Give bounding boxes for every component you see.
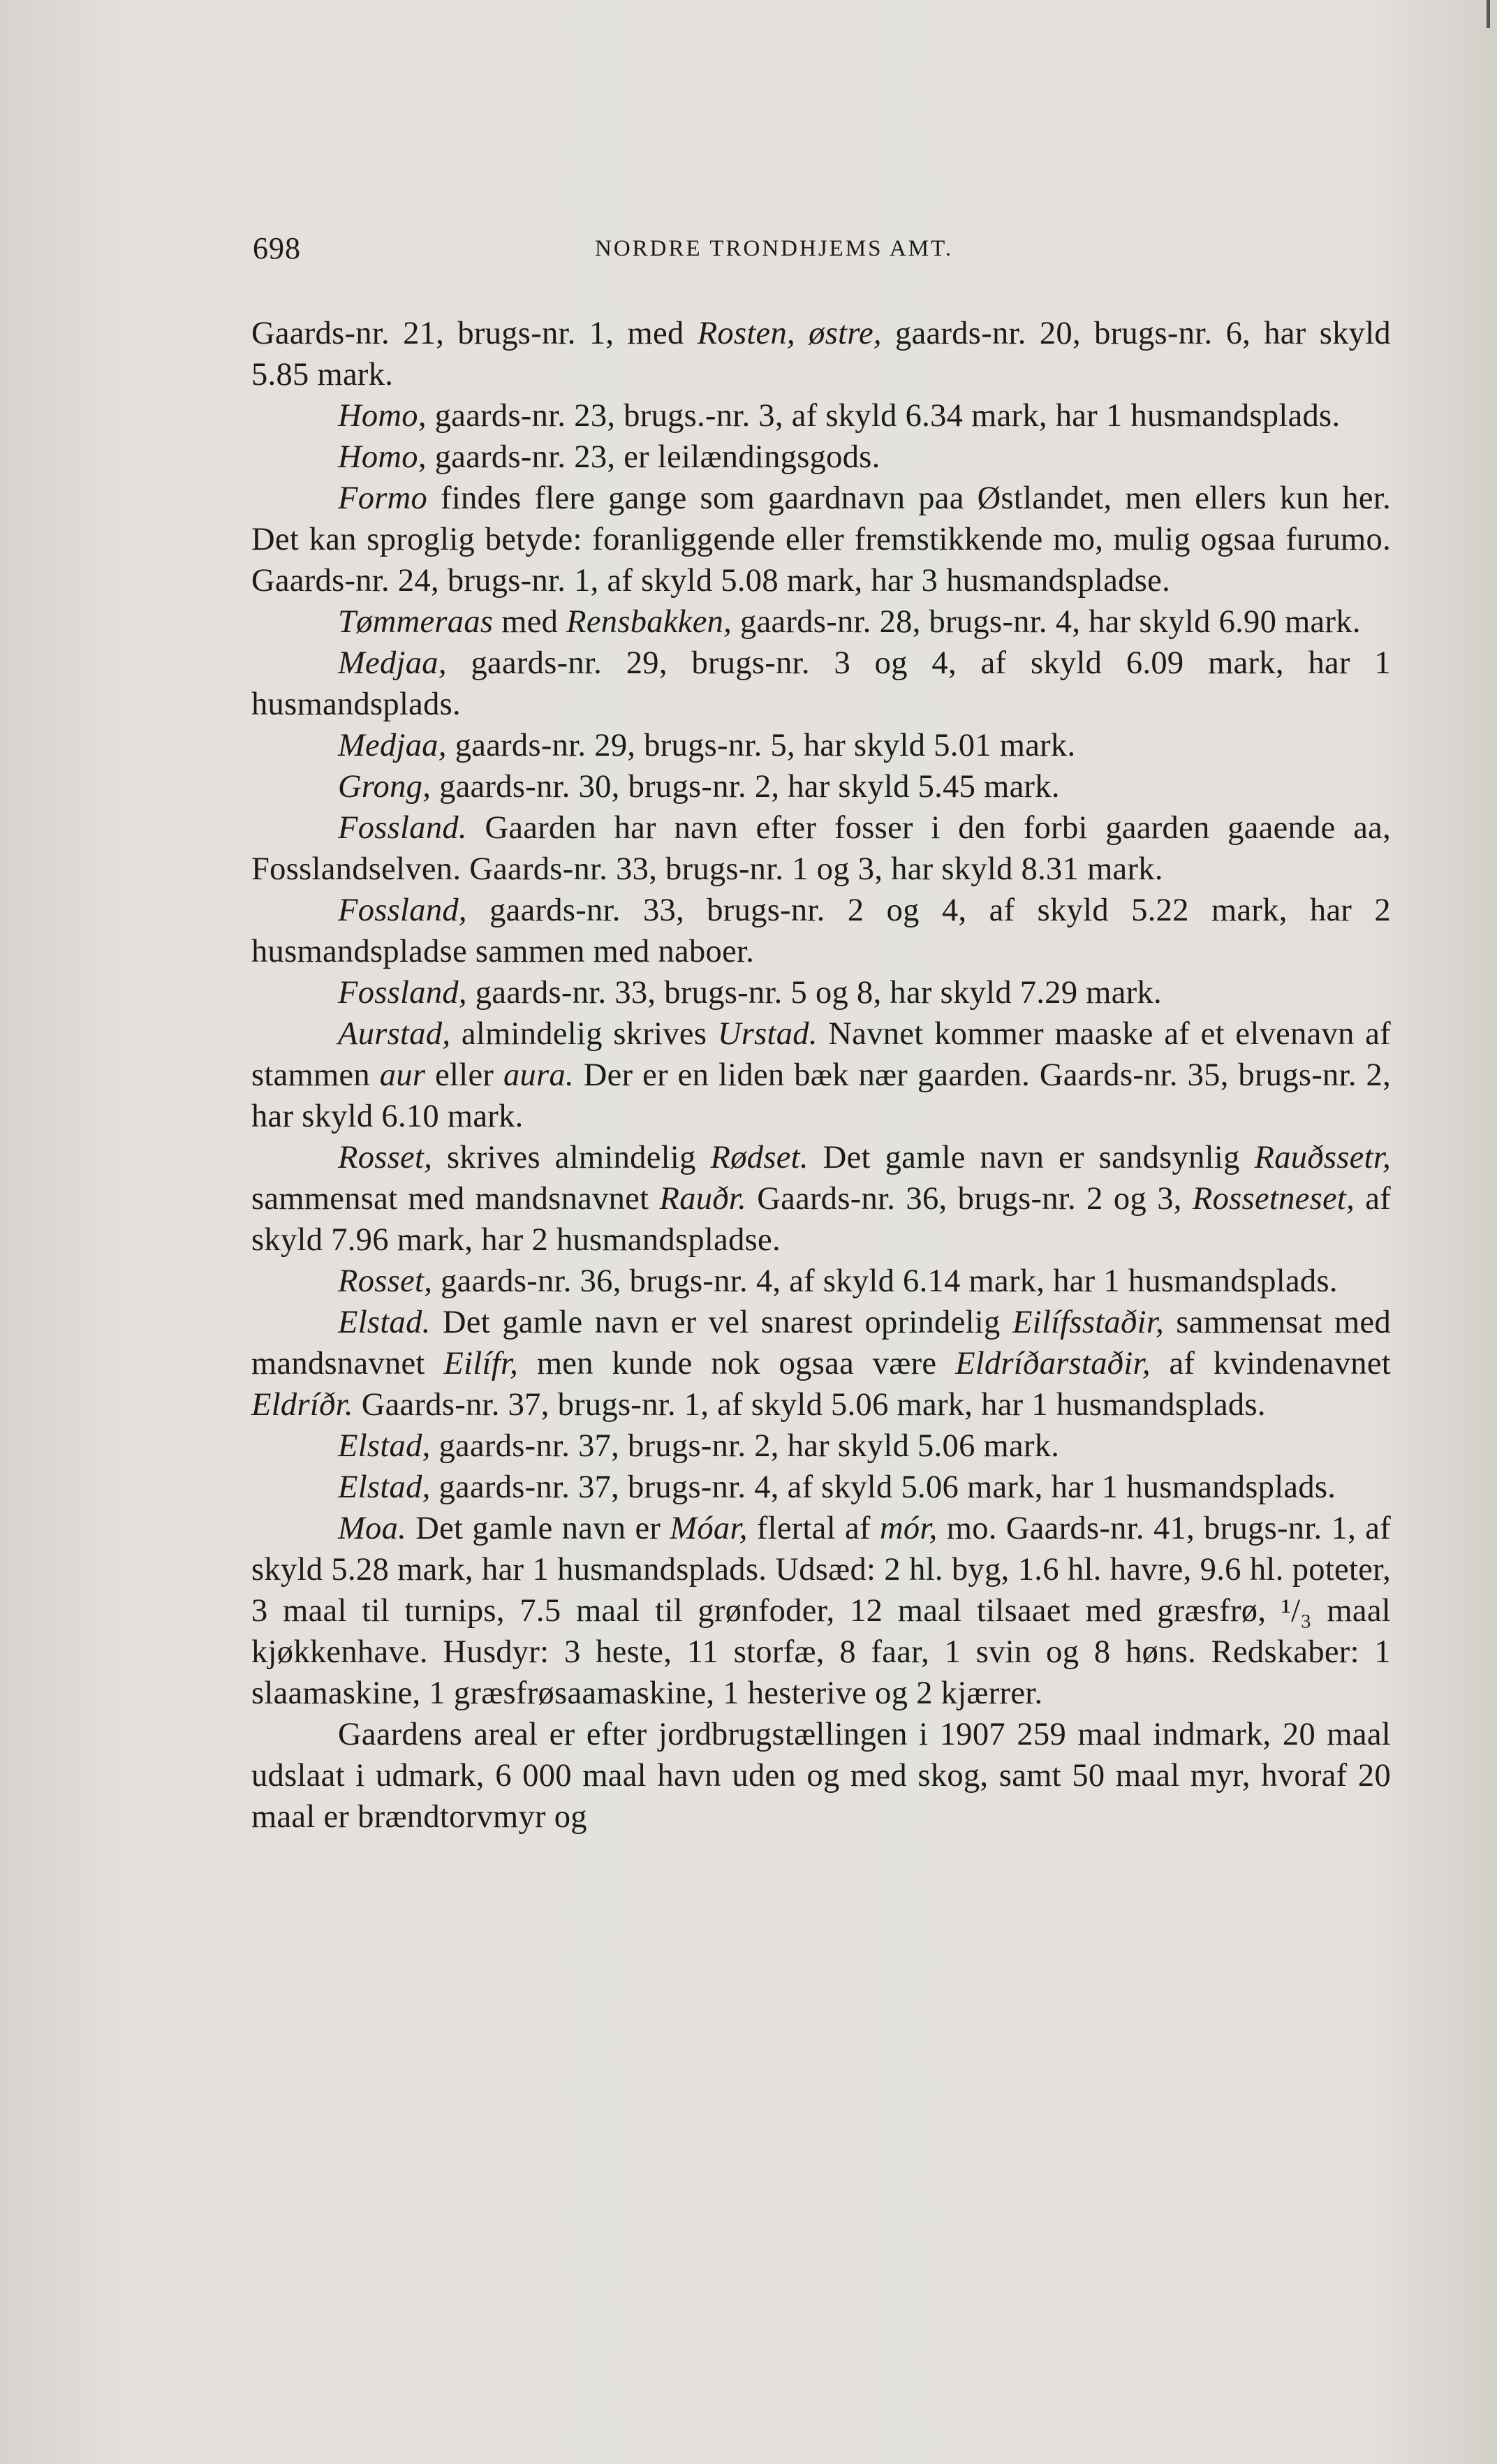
text-run: men kunde nok ogsaa være (518, 1346, 956, 1381)
italic-term: Elstad. (338, 1305, 431, 1340)
italic-term: Rødset. (710, 1140, 809, 1175)
text-run: Gaardens areal er efter jordbrugstællingen i 1907 259 maal indmark, 20 maal udslaat i udmark, 6 000 maal havn uden og med skog, samt 50 maal myr, hvoraf 20 maal er brændtorvmyr og (251, 1717, 1391, 1835)
italic-term: Grong, (338, 769, 432, 805)
italic-term: Rensbakken, (566, 604, 732, 640)
paragraph (251, 807, 1391, 890)
paragraph (251, 1508, 1391, 1714)
text-run: af skyld 7.96 mark, har 2 husmandspladse. (251, 1181, 1392, 1258)
italic-term: Rosten, østre, (697, 316, 882, 351)
italic-term: Rosset, (338, 1140, 433, 1175)
text-run: almindelig skrives (450, 1016, 718, 1052)
text-run: mo. Gaards-nr. 41, brugs-nr. 1, af skyld 5.28 mark, har 1 husmandsplads. Udsæd: 2 hl. byg, 1.6 hl. havre, 9.6 hl. poteter, 3 maal til turnips, 7.5 maal til grønfoder, 12 maal tilsaaet med græsfrø, ¹/₃ maal kjøkkenhave. Husdyr: 3 heste, 11 storfæ, 8 faar, 1 svin og 8 høns. Redskaber: 1 slaamaskine, 1 græsfrøsaamaskine, 1 hesterive og 2 kjærrer. (251, 1511, 1392, 1711)
paragraph (251, 395, 1391, 437)
text-run: Gaarden har navn efter fosser i den forbi gaarden gaaende aa, Fosslandselven. Gaards-nr. 33, brugs-nr. 1 og 3, har skyld 8.31 mark. (251, 810, 1391, 887)
italic-term: Elstad, (338, 1469, 431, 1505)
text-run: gaards-nr. 28, brugs-nr. 4, har skyld 6.90 mark. (732, 604, 1361, 640)
italic-term: Fossland, (338, 975, 467, 1011)
italic-term: Formo (338, 481, 428, 516)
paragraph (251, 1261, 1391, 1302)
paragraph (251, 1467, 1391, 1508)
scan-edge-mark (1487, 0, 1490, 28)
text-run: gaards-nr. 37, brugs-nr. 4, af skyld 5.06 mark, har 1 husmandsplads. (430, 1469, 1336, 1505)
page-number: 698 (253, 231, 301, 265)
page-header (253, 230, 1399, 272)
paragraph (251, 725, 1391, 766)
italic-term: Tømmeraas (338, 604, 494, 640)
text-run: eller (425, 1057, 503, 1093)
text-run: gaards-nr. 30, brugs-nr. 2, har skyld 5.45 mark. (431, 769, 1060, 805)
italic-term: Rauðr. (659, 1181, 747, 1217)
italic-term: aur (379, 1057, 426, 1093)
italic-term: Moa. (338, 1511, 407, 1546)
italic-term: Eilífsstaðir, (1012, 1305, 1165, 1340)
italic-term: Móar, (670, 1511, 748, 1546)
paragraph (251, 1302, 1391, 1425)
italic-term: Fossland. (338, 810, 467, 846)
text-run: flertal af (747, 1511, 880, 1546)
text-run: skrives almindelig (432, 1140, 711, 1175)
paragraph (251, 1013, 1391, 1137)
italic-term: Rossetneset, (1192, 1181, 1355, 1217)
italic-term: Fossland, (338, 893, 467, 928)
running-title: NORDRE TRONDHJEMS AMT. (595, 236, 954, 261)
text-run: Navnet kommer maaske af et elvenavn af stammen (251, 1016, 1392, 1093)
italic-term: Homo, (338, 398, 427, 434)
text-run: Gaards-nr. 21, brugs-nr. 1, med (251, 316, 698, 351)
italic-term: Elstad, (338, 1428, 431, 1464)
paragraph (251, 1425, 1391, 1467)
text-run: Det gamle navn er (406, 1511, 670, 1546)
text-run: Gaards-nr. 37, brugs-nr. 1, af skyld 5.06 mark, har 1 husmandsplads. (353, 1387, 1266, 1423)
italic-term: Medjaa, (338, 645, 447, 681)
text-run: gaards-nr. 23, er leilændingsgods. (426, 439, 880, 475)
text-run: af kvindenavnet (1150, 1346, 1391, 1381)
italic-term: Medjaa, (338, 728, 447, 763)
italic-term: Homo, (338, 439, 427, 475)
italic-term: aura. (503, 1057, 574, 1093)
paragraph (251, 890, 1391, 972)
body-text (251, 313, 1391, 1838)
text-run: sammensat med mandsnavnet (251, 1181, 660, 1217)
text-run: Gaards-nr. 36, brugs-nr. 2 og 3, (746, 1181, 1193, 1217)
text-run: gaards-nr. 29, brugs-nr. 3 og 4, af skyld 6.09 mark, har 1 husmandsplads. (251, 645, 1391, 722)
text-run: gaards-nr. 33, brugs-nr. 5 og 8, har skyld 7.29 mark. (466, 975, 1162, 1011)
text-run: gaards-nr. 36, brugs-nr. 4, af skyld 6.14 mark, har 1 husmandsplads. (432, 1263, 1338, 1299)
text-run: gaards-nr. 37, brugs-nr. 2, har skyld 5.06 mark. (430, 1428, 1060, 1464)
paragraph (251, 1137, 1391, 1261)
text-run: Det gamle navn er sandsynlig (808, 1140, 1255, 1175)
text-run: Det gamle navn er vel snarest oprindelig (430, 1305, 1012, 1340)
paragraph (251, 972, 1391, 1013)
italic-term: Aurstad, (338, 1016, 451, 1052)
italic-term: Eldríðr. (251, 1387, 353, 1423)
italic-term: Eilífr, (443, 1346, 519, 1381)
italic-term: Urstad. (717, 1016, 818, 1052)
paragraph (251, 478, 1391, 601)
italic-term: Rauðssetr, (1254, 1140, 1392, 1175)
paragraph (251, 601, 1391, 643)
paragraph (251, 313, 1391, 395)
paragraph (251, 766, 1391, 807)
paragraph (251, 643, 1391, 725)
paragraph (251, 1714, 1391, 1838)
paragraph (251, 437, 1391, 478)
italic-term: Rosset, (338, 1263, 433, 1299)
italic-term: mór, (879, 1511, 938, 1546)
text-run: gaards-nr. 20, brugs-nr. 6, har skyld 5.85 mark. (251, 316, 1391, 393)
text-run: med (493, 604, 567, 640)
text-run: sammensat med mandsnavnet (251, 1305, 1391, 1381)
text-run: Der er en liden bæk nær gaarden. Gaards-nr. 35, brugs-nr. 2, har skyld 6.10 mark. (251, 1057, 1392, 1134)
text-run: gaards-nr. 33, brugs-nr. 2 og 4, af skyld 5.22 mark, har 2 husmandspladse sammen med naboer. (251, 893, 1391, 969)
text-run: findes flere gange som gaardnavn paa Østlandet, men ellers kun her. Det kan sproglig betyde: foranliggende eller fremstikkende mo, mulig ogsaa furumo. Gaards-nr. 24, brugs-nr. 1, af skyld 5.08 mark, har 3 husmandspladse. (251, 481, 1391, 599)
italic-term: Eldríðarstaðir, (955, 1346, 1151, 1381)
text-run: gaards-nr. 29, brugs-nr. 5, har skyld 5.01 mark. (446, 728, 1076, 763)
text-run: gaards-nr. 23, brugs.-nr. 3, af skyld 6.34 mark, har 1 husmandsplads. (426, 398, 1341, 434)
